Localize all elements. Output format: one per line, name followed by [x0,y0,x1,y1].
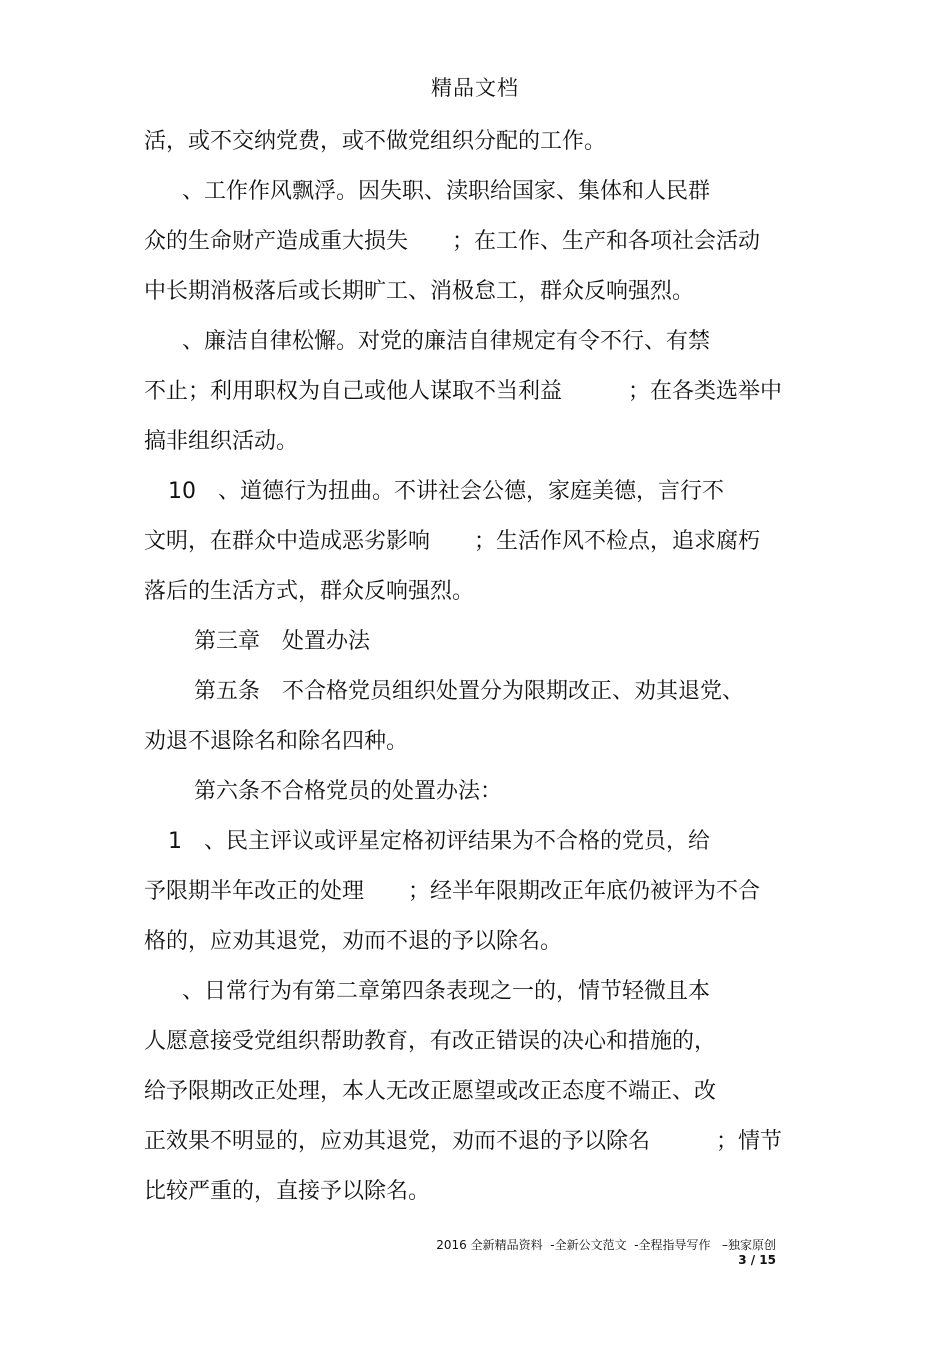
body-line: 文明，在群众中造成恶劣影响 ；生活作风不检点，追求腐朽 [144,529,761,554]
page-header-title: 精品文档 [431,76,519,100]
chapter-heading: 第三章 处置办法 [194,629,371,654]
body-line: 、工作作风飘浮。因失职、渎职给国家、集体和人民群 [182,179,711,204]
body-line: 正效果不明显的，应劝其退党，劝而不退的予以除名 ；情节 [144,1129,783,1154]
body-line: 、日常行为有第二章第四条表现之一的，情节轻微且本 [182,979,711,1004]
body-line: 众的生命财产造成重大损失 ；在工作、生产和各项社会活动 [144,229,761,254]
body-line: 劝退不退除名和除名四种。 [144,729,409,754]
body-line: 落后的生活方式，群众反响强烈。 [144,579,475,604]
body-line: 、廉洁自律松懈。对党的廉洁自律规定有令不行、有禁 [182,329,711,354]
body-line: 给予限期改正处理，本人无改正愿望或改正态度不端正、改 [144,1079,717,1104]
page-number: 3 / 15 [738,1253,776,1267]
body-line: 人愿意接受党组织帮助教育，有改正错误的决心和措施的， [144,1029,717,1054]
body-line: 10 、道德行为扭曲。不讲社会公德，家庭美德，言行不 [168,479,724,504]
body-line: 活，或不交纳党费，或不做党组织分配的工作。 [144,129,607,154]
body-line: 第五条 不合格党员组织处置分为限期改正、劝其退党、 [194,679,745,704]
body-line: 不止；利用职权为自己或他人谋取不当利益 ；在各类选举中 [144,379,783,404]
page-footer-text: 2016 全新精品资料 -全新公文范文 -全程指导写作 –独家原创 [436,1238,776,1252]
body-line: 比较严重的，直接予以除名。 [144,1179,431,1204]
body-line: 搞非组织活动。 [144,429,299,454]
body-line: 予限期半年改正的处理 ；经半年限期改正年底仍被评为不合 [144,879,761,904]
body-line: 1 、民主评议或评星定格初评结果为不合格的党员，给 [168,829,710,854]
body-line: 第六条不合格党员的处置办法： [194,779,503,804]
body-line: 中长期消极落后或长期旷工、消极怠工，群众反响强烈。 [144,279,695,304]
body-line: 格的，应劝其退党，劝而不退的予以除名。 [144,929,563,954]
